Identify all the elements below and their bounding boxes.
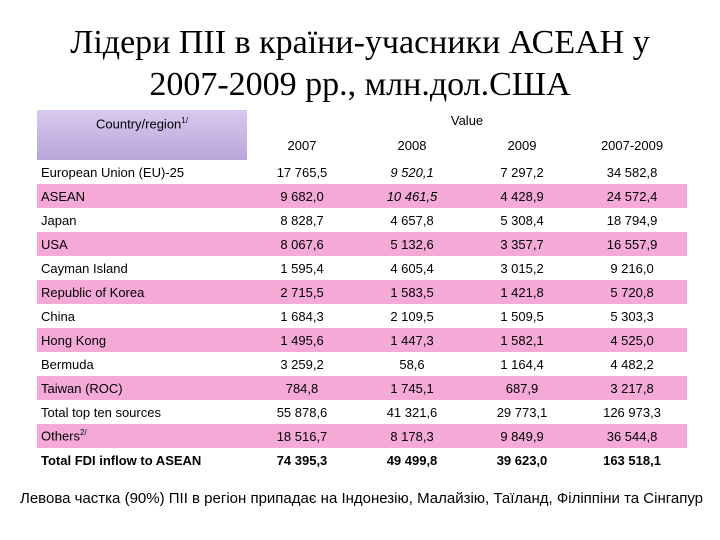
- value-2009: 1 509,5: [467, 304, 577, 328]
- value-2008: 4 657,8: [357, 208, 467, 232]
- value-2008: 1 447,3: [357, 328, 467, 352]
- value-total: 126 973,3: [577, 400, 687, 424]
- value-2007: 17 765,5: [247, 160, 357, 184]
- value-2008: 5 132,6: [357, 232, 467, 256]
- table-row: [37, 352, 687, 376]
- value-2009: 39 623,0: [467, 448, 577, 472]
- table-row: [37, 184, 687, 208]
- value-2009: 4 428,9: [467, 184, 577, 208]
- value-2008: 9 520,1: [357, 160, 467, 184]
- table-row: [37, 304, 687, 328]
- value-2007: 2 715,5: [247, 280, 357, 304]
- table-row: [37, 400, 687, 424]
- row-name-footnote: 2/: [80, 428, 87, 438]
- value-2007: 1 595,4: [247, 256, 357, 280]
- value-2009: 1 421,8: [467, 280, 577, 304]
- year-header-2008: 2008: [357, 130, 467, 160]
- value-2008: 4 605,4: [357, 256, 467, 280]
- table-row: [37, 232, 687, 256]
- table-row: [37, 376, 687, 400]
- slide-title: [0, 22, 720, 106]
- value-2007: 55 878,6: [247, 400, 357, 424]
- value-2009: 3 357,7: [467, 232, 577, 256]
- row-name: Japan: [37, 208, 247, 232]
- value-2008: 8 178,3: [357, 424, 467, 448]
- value-2008: 1 745,1: [357, 376, 467, 400]
- value-2009: 9 849,9: [467, 424, 577, 448]
- row-name: Total top ten sources: [37, 400, 247, 424]
- row-name-label: Others: [41, 428, 81, 444]
- row-name: Hong Kong: [37, 328, 247, 352]
- country-header-label: Country/region: [96, 116, 182, 132]
- value-total: 4 482,2: [577, 352, 687, 376]
- value-2008: 49 499,8: [357, 448, 467, 472]
- country-header: [37, 110, 247, 160]
- row-name: Taiwan (ROC): [37, 376, 247, 400]
- value-total: 18 794,9: [577, 208, 687, 232]
- table-row: [37, 280, 687, 304]
- value-total: 5 720,8: [577, 280, 687, 304]
- value-2008: 1 583,5: [357, 280, 467, 304]
- table-row: [37, 160, 687, 184]
- value-2007: 74 395,3: [247, 448, 357, 472]
- row-name: USA: [37, 232, 247, 256]
- row-name: Cayman Island: [37, 256, 247, 280]
- value-2007: 1 495,6: [247, 328, 357, 352]
- value-2008: 10 461,5: [357, 184, 467, 208]
- value-total: 5 303,3: [577, 304, 687, 328]
- row-name: [37, 424, 247, 448]
- row-name: Total FDI inflow to ASEAN: [37, 448, 247, 472]
- table-row: [37, 424, 687, 448]
- row-name: ASEAN: [37, 184, 247, 208]
- title-line-1: Лідери ПІІ в країни-учасники АСЕАН у: [70, 24, 650, 61]
- year-header-2009: 2009: [467, 130, 577, 160]
- value-2009: 5 308,4: [467, 208, 577, 232]
- value-2009: 29 773,1: [467, 400, 577, 424]
- value-2009: 1 164,4: [467, 352, 577, 376]
- value-total: 16 557,9: [577, 232, 687, 256]
- value-2009: 1 582,1: [467, 328, 577, 352]
- value-header: Value: [247, 110, 687, 130]
- fdi-table: [37, 110, 687, 472]
- value-2009: 687,9: [467, 376, 577, 400]
- table-row: [37, 256, 687, 280]
- value-2008: 58,6: [357, 352, 467, 376]
- year-header-2007-2009: 2007-2009: [577, 130, 687, 160]
- table-row: [37, 328, 687, 352]
- caption-text: Левова частка (90%) ПІІ в регіон припадає на Індонезію, Малайзію, Таїланд, Філіппіни та Сінгапур: [20, 490, 704, 507]
- title-line-2: 2007-2009 рр., млн.дол.США: [149, 66, 571, 103]
- value-2007: 8 828,7: [247, 208, 357, 232]
- value-2009: 7 297,2: [467, 160, 577, 184]
- value-2007: 9 682,0: [247, 184, 357, 208]
- value-total: 36 544,8: [577, 424, 687, 448]
- value-total: 34 582,8: [577, 160, 687, 184]
- year-header-2007: 2007: [247, 130, 357, 160]
- row-name: Republic of Korea: [37, 280, 247, 304]
- value-total: 3 217,8: [577, 376, 687, 400]
- value-2008: 2 109,5: [357, 304, 467, 328]
- value-2007: 18 516,7: [247, 424, 357, 448]
- country-header-footnote: 1/: [181, 116, 188, 125]
- value-2008: 41 321,6: [357, 400, 467, 424]
- header-row-1: [37, 110, 687, 130]
- table-row: [37, 208, 687, 232]
- value-total: 9 216,0: [577, 256, 687, 280]
- value-2007: 784,8: [247, 376, 357, 400]
- row-name: China: [37, 304, 247, 328]
- value-2007: 3 259,2: [247, 352, 357, 376]
- value-total: 24 572,4: [577, 184, 687, 208]
- value-total: 4 525,0: [577, 328, 687, 352]
- row-name: Bermuda: [37, 352, 247, 376]
- table-row-total: [37, 448, 687, 472]
- value-2007: 8 067,6: [247, 232, 357, 256]
- value-2009: 3 015,2: [467, 256, 577, 280]
- value-total: 163 518,1: [577, 448, 687, 472]
- row-name: European Union (EU)-25: [37, 160, 247, 184]
- value-2007: 1 684,3: [247, 304, 357, 328]
